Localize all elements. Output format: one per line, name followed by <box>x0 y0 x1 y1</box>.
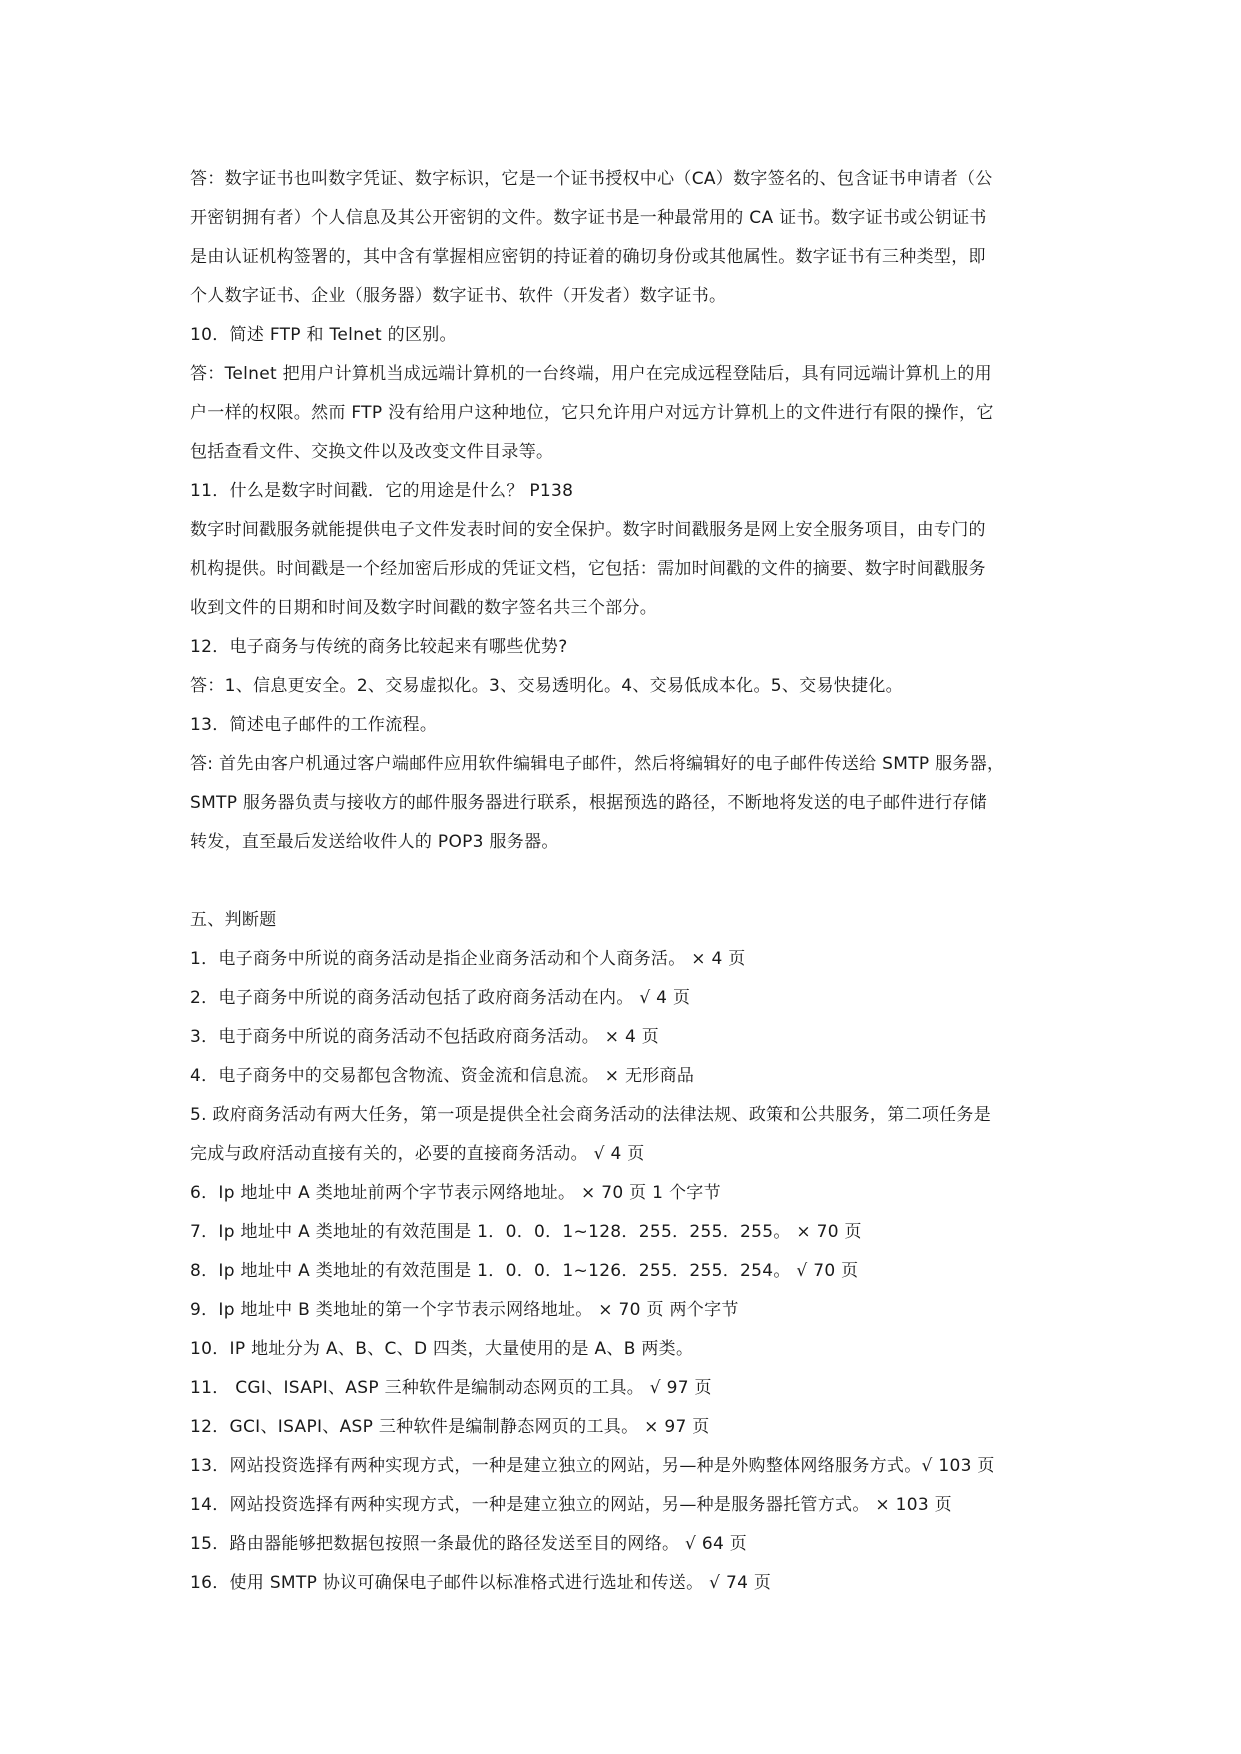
q13-question: 13．简述电子邮件的工作流程。 <box>190 715 438 735</box>
judgment-item: 16．使用 SMTP 协议可确保电子邮件以标准格式进行选址和传送。 √ 74 页 <box>190 1573 772 1593</box>
q9-answer-line-1: 答：数字证书也叫数字凭证、数字标识，它是一个证书授权中心（CA）数字签名的、包含证书申请者（公 <box>190 169 993 189</box>
judgment-item: 15．路由器能够把数据包按照一条最优的路径发送至目的网络。 √ 64 页 <box>190 1534 748 1554</box>
judgment-item: 2．电子商务中所说的商务活动包括了政府商务活动在内。 √ 4 页 <box>190 988 691 1008</box>
q10-answer-line-1: 答：Telnet 把用户计算机当成远端计算机的一台终端，用户在完成远程登陆后，具有同远端计算机上的用 <box>190 364 992 384</box>
q10-answer-line-3: 包括查看文件、交换文件以及改变文件目录等。 <box>190 442 554 462</box>
judgment-item: 1．电子商务中所说的商务活动是指企业商务活动和个人商务活。 × 4 页 <box>190 949 746 969</box>
q10-answer-line-2: 户一样的权限。然而 FTP 没有给用户这种地位，它只允许用户对远方计算机上的文件进行有限的操作，它 <box>190 403 994 423</box>
judgment-item: 4．电子商务中的交易都包含物流、资金流和信息流。 × 无形商品 <box>190 1066 695 1086</box>
section-spacer <box>190 862 1060 901</box>
judgment-item: 10．IP 地址分为 A、B、C、D 四类，大量使用的是 A、B 两类。 <box>190 1339 694 1359</box>
judgment-item: 6．Ip 地址中 A 类地址前两个字节表示网络地址。 × 70 页 1 个字节 <box>190 1183 721 1203</box>
q13-answer-line-1: 答: 首先由客户机通过客户端邮件应用软件编辑电子邮件，然后将编辑好的电子邮件传送给 SMTP 服务器， <box>190 754 1005 774</box>
q12-answer: 答：1、信息更安全。2、交易虚拟化。3、交易透明化。4、交易低成本化。5、交易快捷化。 <box>190 676 903 696</box>
q13-answer-line-3: 转发，直至最后发送给收件人的 POP3 服务器。 <box>190 832 559 852</box>
q13-answer-line-2: SMTP 服务器负责与接收方的邮件服务器进行联系，根据预选的路径，不断地将发送的电子邮件进行存储 <box>190 793 987 813</box>
judgment-item: 完成与政府活动直接有关的，必要的直接商务活动。 √ 4 页 <box>190 1144 645 1164</box>
q11-answer-line-1: 数字时间戳服务就能提供电子文件发表时间的安全保护。数字时间戳服务是网上安全服务项目，由专门的 <box>190 520 986 540</box>
q12-question: 12．电子商务与传统的商务比较起来有哪些优势? <box>190 637 568 657</box>
q9-answer-line-4: 个人数字证书、企业（服务器）数字证书、软件（开发者）数字证书。 <box>190 286 727 306</box>
document-page <box>190 160 1060 1603</box>
judgment-item: 3．电于商务中所说的商务活动不包括政府商务活动。 × 4 页 <box>190 1027 660 1047</box>
judgment-item: 9．Ip 地址中 B 类地址的第一个字节表示网络地址。 × 70 页 两个字节 <box>190 1300 739 1320</box>
judgment-item: 7．Ip 地址中 A 类地址的有效范围是 1．0．0．1~128．255．255．255。 × 70 页 <box>190 1222 862 1242</box>
q11-question: 11．什么是数字时间戳．它的用途是什么？ P138 <box>190 481 574 501</box>
judgment-item: 11． CGI、ISAPI、ASP 三种软件是编制动态网页的工具。 √ 97 页 <box>190 1378 712 1398</box>
q9-answer-line-2: 开密钥拥有者）个人信息及其公开密钥的文件。数字证书是一种最常用的 CA 证书。数字证书或公钥证书 <box>190 208 987 228</box>
q10-question: 10．简述 FTP 和 Telnet 的区别。 <box>190 325 457 345</box>
judgment-item: 13．网站投资选择有两种实现方式，一种是建立独立的网站，另—种是外购整体网络服务方式。√ 103 页 <box>190 1456 995 1476</box>
judgment-item: 5. 政府商务活动有两大任务，第一项是提供全社会商务活动的法律法规、政策和公共服务，第二项任务是 <box>190 1105 992 1125</box>
q11-answer-line-2: 机构提供。时间戳是一个经加密后形成的凭证文档，它包括：需加时间戳的文件的摘要、数字时间戳服务 <box>190 559 986 579</box>
q11-answer-line-3: 收到文件的日期和时间及数字时间戳的数字签名共三个部分。 <box>190 598 658 618</box>
judgment-heading: 五、判断题 <box>190 910 277 930</box>
q9-answer-line-3: 是由认证机构签署的，其中含有掌握相应密钥的持证着的确切身份或其他属性。数字证书有三种类型，即 <box>190 247 986 267</box>
judgment-item: 12．GCI、ISAPI、ASP 三种软件是编制静态网页的工具。 × 97 页 <box>190 1417 710 1437</box>
judgment-item: 14．网站投资选择有两种实现方式，一种是建立独立的网站，另—种是服务器托管方式。 × 103 页 <box>190 1495 952 1515</box>
judgment-item: 8．Ip 地址中 A 类地址的有效范围是 1．0．0．1~126．255．255．254。 √ 70 页 <box>190 1261 859 1281</box>
